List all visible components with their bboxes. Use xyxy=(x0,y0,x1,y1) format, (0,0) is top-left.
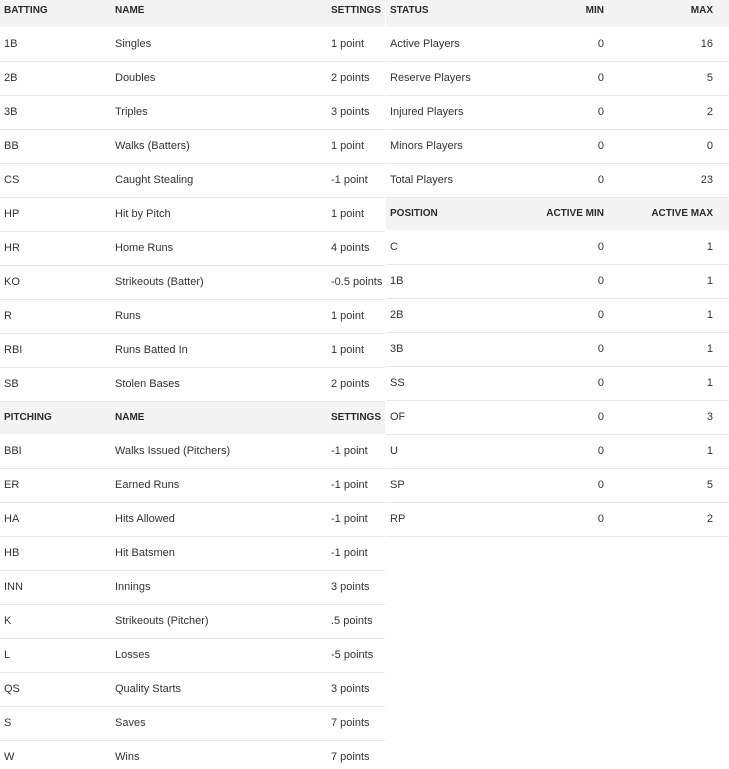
batting-row xyxy=(0,265,385,299)
stat-name: Strikeouts (Pitcher) xyxy=(111,604,327,638)
stat-code: K xyxy=(0,604,111,638)
batting-row xyxy=(0,299,385,333)
position-max: 2 xyxy=(620,502,729,536)
status-row xyxy=(386,163,729,197)
stat-name: Strikeouts (Batter) xyxy=(111,265,327,299)
stat-name: Innings xyxy=(111,570,327,604)
stat-code: BB xyxy=(0,129,111,163)
position-label: RP xyxy=(386,502,524,536)
status-max: 16 xyxy=(620,27,729,61)
position-max: 1 xyxy=(620,264,729,298)
position-row xyxy=(386,434,729,468)
status-min: 0 xyxy=(524,27,620,61)
stat-name: Home Runs xyxy=(111,231,327,265)
position-row xyxy=(386,502,729,536)
batting-row xyxy=(0,231,385,265)
status-max-header: MAX xyxy=(620,0,729,27)
status-min: 0 xyxy=(524,163,620,197)
status-row xyxy=(386,129,729,163)
batting-row xyxy=(0,163,385,197)
status-max: 2 xyxy=(620,95,729,129)
stat-name: Hits Allowed xyxy=(111,502,327,536)
position-header-row xyxy=(386,197,729,230)
batting-code-header: BATTING xyxy=(0,0,111,27)
status-label: Injured Players xyxy=(386,95,524,129)
position-label: U xyxy=(386,434,524,468)
status-label: Active Players xyxy=(386,27,524,61)
status-min: 0 xyxy=(524,61,620,95)
stat-name: Saves xyxy=(111,706,327,740)
status-max: 23 xyxy=(620,163,729,197)
stat-code: 1B xyxy=(0,27,111,61)
stat-code: R xyxy=(0,299,111,333)
position-label: C xyxy=(386,230,524,264)
position-min: 0 xyxy=(524,230,620,264)
position-max: 1 xyxy=(620,434,729,468)
position-min: 0 xyxy=(524,366,620,400)
position-label-header: POSITION xyxy=(386,197,524,230)
pitching-row xyxy=(0,604,385,638)
status-label-header: STATUS xyxy=(386,0,524,27)
position-min-header: ACTIVE MIN xyxy=(524,197,620,230)
pitching-row xyxy=(0,502,385,536)
stat-code: SB xyxy=(0,367,111,401)
status-label: Total Players xyxy=(386,163,524,197)
position-max: 1 xyxy=(620,366,729,400)
stat-name: Walks Issued (Pitchers) xyxy=(111,434,327,468)
pitching-code-header: PITCHING xyxy=(0,401,111,434)
position-label: OF xyxy=(386,400,524,434)
stat-code: ER xyxy=(0,468,111,502)
pitching-header-row xyxy=(0,401,385,434)
status-row xyxy=(386,61,729,95)
position-row xyxy=(386,332,729,366)
stat-code: KO xyxy=(0,265,111,299)
batting-header-row xyxy=(0,0,385,27)
position-min: 0 xyxy=(524,502,620,536)
status-min: 0 xyxy=(524,95,620,129)
batting-name-header: NAME xyxy=(111,0,327,27)
status-row xyxy=(386,27,729,61)
stat-name: Wins xyxy=(111,740,327,769)
batting-row xyxy=(0,197,385,231)
pitching-row xyxy=(0,434,385,468)
position-row xyxy=(386,366,729,400)
stat-points: -1 point xyxy=(327,163,385,197)
stat-code: QS xyxy=(0,672,111,706)
stat-name: Runs xyxy=(111,299,327,333)
pitching-row xyxy=(0,536,385,570)
stat-code: W xyxy=(0,740,111,769)
status-label: Reserve Players xyxy=(386,61,524,95)
position-label: 3B xyxy=(386,332,524,366)
position-min: 0 xyxy=(524,264,620,298)
batting-row xyxy=(0,95,385,129)
stat-points: -5 points xyxy=(327,638,385,672)
position-row xyxy=(386,298,729,332)
status-row xyxy=(386,95,729,129)
batting-settings-header: SETTINGS xyxy=(327,0,385,27)
stat-code: BBI xyxy=(0,434,111,468)
stat-code: 3B xyxy=(0,95,111,129)
stat-code: HA xyxy=(0,502,111,536)
position-min: 0 xyxy=(524,400,620,434)
stat-code: HP xyxy=(0,197,111,231)
status-header-row xyxy=(386,0,729,27)
position-row xyxy=(386,400,729,434)
position-max: 1 xyxy=(620,230,729,264)
batting-row xyxy=(0,27,385,61)
pitching-row xyxy=(0,706,385,740)
batting-row xyxy=(0,367,385,401)
position-min: 0 xyxy=(524,332,620,366)
stat-name: Triples xyxy=(111,95,327,129)
stat-name: Caught Stealing xyxy=(111,163,327,197)
status-min: 0 xyxy=(524,129,620,163)
stat-points: 3 points xyxy=(327,95,385,129)
stat-points: -1 point xyxy=(327,434,385,468)
stat-code: S xyxy=(0,706,111,740)
stat-name: Earned Runs xyxy=(111,468,327,502)
stat-name: Singles xyxy=(111,27,327,61)
stat-name: Stolen Bases xyxy=(111,367,327,401)
pitching-row xyxy=(0,570,385,604)
stat-code: 2B xyxy=(0,61,111,95)
position-max: 1 xyxy=(620,332,729,366)
stat-points: .5 points xyxy=(327,604,385,638)
position-label: 1B xyxy=(386,264,524,298)
roster-settings-table xyxy=(386,0,729,537)
position-max-header: ACTIVE MAX xyxy=(620,197,729,230)
stat-code: HB xyxy=(0,536,111,570)
position-min: 0 xyxy=(524,298,620,332)
stat-points: 2 points xyxy=(327,61,385,95)
stat-points: -1 point xyxy=(327,468,385,502)
batting-row xyxy=(0,129,385,163)
status-max: 0 xyxy=(620,129,729,163)
stat-points: 1 point xyxy=(327,27,385,61)
position-label: SS xyxy=(386,366,524,400)
stat-name: Walks (Batters) xyxy=(111,129,327,163)
pitching-row xyxy=(0,740,385,769)
stat-points: 7 points xyxy=(327,706,385,740)
pitching-row xyxy=(0,468,385,502)
roster-settings-body xyxy=(386,0,729,536)
position-label: SP xyxy=(386,468,524,502)
pitching-row xyxy=(0,638,385,672)
stat-points: 3 points xyxy=(327,672,385,706)
status-label: Minors Players xyxy=(386,129,524,163)
stat-code: INN xyxy=(0,570,111,604)
pitching-name-header: NAME xyxy=(111,401,327,434)
stat-code: L xyxy=(0,638,111,672)
stat-name: Quality Starts xyxy=(111,672,327,706)
position-row xyxy=(386,468,729,502)
stat-name: Runs Batted In xyxy=(111,333,327,367)
stat-name: Losses xyxy=(111,638,327,672)
status-min-header: MIN xyxy=(524,0,620,27)
position-max: 3 xyxy=(620,400,729,434)
batting-row xyxy=(0,61,385,95)
stat-name: Hit by Pitch xyxy=(111,197,327,231)
stat-points: -1 point xyxy=(327,536,385,570)
stat-name: Doubles xyxy=(111,61,327,95)
stat-points: 2 points xyxy=(327,367,385,401)
stat-code: HR xyxy=(0,231,111,265)
position-max: 5 xyxy=(620,468,729,502)
batting-row xyxy=(0,333,385,367)
pitching-settings-header: SETTINGS xyxy=(327,401,385,434)
position-label: 2B xyxy=(386,298,524,332)
stat-points: 1 point xyxy=(327,333,385,367)
stat-points: 1 point xyxy=(327,197,385,231)
position-row xyxy=(386,230,729,264)
stat-points: 4 points xyxy=(327,231,385,265)
position-max: 1 xyxy=(620,298,729,332)
stat-points: 1 point xyxy=(327,299,385,333)
stat-points: 1 point xyxy=(327,129,385,163)
stat-points: -0.5 points xyxy=(327,265,385,299)
status-max: 5 xyxy=(620,61,729,95)
position-min: 0 xyxy=(524,468,620,502)
position-min: 0 xyxy=(524,434,620,468)
stat-points: -1 point xyxy=(327,502,385,536)
stat-code: RBI xyxy=(0,333,111,367)
stat-points: 3 points xyxy=(327,570,385,604)
stat-points: 7 points xyxy=(327,740,385,769)
position-row xyxy=(386,264,729,298)
stat-name: Hit Batsmen xyxy=(111,536,327,570)
stat-code: CS xyxy=(0,163,111,197)
pitching-row xyxy=(0,672,385,706)
